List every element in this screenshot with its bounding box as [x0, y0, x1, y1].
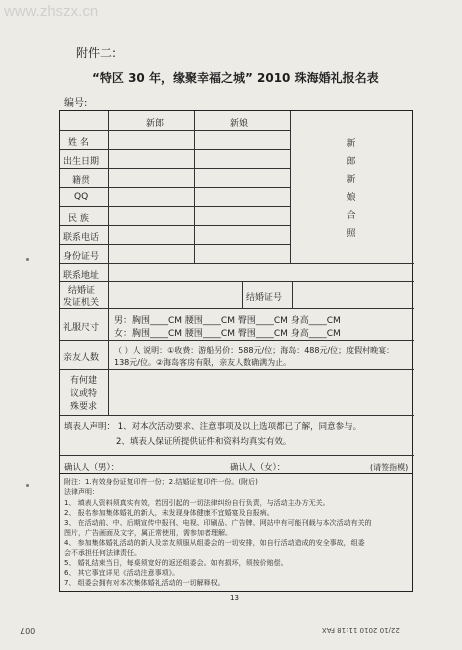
certificate-office-label: 发证机关	[63, 298, 100, 308]
note-item-7: 7、 组委会拥有对本次集体婚礼活动的一切解释权。	[64, 579, 225, 587]
bride-header: 新娘	[230, 119, 249, 129]
suggestions-label-2: 议或特	[70, 389, 98, 399]
suggestions-label-3: 殊要求	[70, 402, 98, 412]
notes-section	[59, 474, 413, 592]
note-item-5: 5、 婚礼结束当日，每桌须宽好的返还组委会。如有损坏，须按价赔偿。	[64, 559, 288, 567]
groom-confirm-label: 确认人（男）：	[64, 463, 120, 473]
note-item-1: 1、 填表人资料须真实有效，若因引起的一切法律纠纷自行负责，与活动主办方无关。	[64, 499, 330, 507]
fax-code: 007	[20, 626, 36, 635]
birth-date-label: 出生日期	[63, 157, 100, 167]
note-legal-heading: 法律声明：	[64, 488, 99, 496]
note-item-3-cont: 图片，广告画面及文字，属正常使用，需参加者理解。	[64, 529, 232, 537]
page-number: 13	[230, 594, 239, 602]
certificate-label: 结婚证	[68, 286, 96, 296]
sign-note: (请签指模)	[370, 463, 409, 472]
suggestions-label-1: 有何建	[70, 376, 98, 386]
name-label: 姓 名	[68, 138, 89, 148]
certificate-number-label: 结婚证号	[246, 293, 283, 303]
guest-info-line-1: （ ）人 说明：①收费：游船另价：588元/位；海岛：488元/位；度假村晚宴：	[114, 346, 395, 355]
declaration-line-1: 填表人声明： 1、对本次活动要求、注意事项及以上选项都已了解，同意参与。	[64, 422, 362, 432]
registration-form-table	[59, 110, 413, 474]
note-item-6: 6、 其它事宜详见《活动注意事项》。	[64, 569, 180, 577]
native-place-label: 籍贯	[72, 176, 91, 186]
attachment-label: 附件二:	[76, 46, 117, 60]
dress-size-label: 礼服尺寸	[63, 323, 100, 333]
watermark: www.zhszx.cn	[4, 3, 99, 20]
serial-label: 编号:	[64, 98, 88, 109]
ethnicity-label: 民 族	[68, 214, 89, 224]
groom-header: 新郎	[146, 119, 165, 129]
note-item-4: 4、 参加集体婚礼活动的新人及亲友须服从组委会的一切安排，如自行活动造成的安全事故，组委	[64, 539, 365, 547]
bride-confirm-label: 确认人（女）：	[230, 463, 286, 473]
scan-dot	[26, 484, 29, 487]
note-attachment: 附注：1.有效身份证复印件一份；2.结婚证复印件一份。(附后)	[64, 478, 258, 486]
note-item-3: 3、 在活动前、中、后期宣传中报刊、电视、印刷品、广告牌、网站中有可能刊载与本次活动有关的	[64, 519, 372, 527]
id-number-label: 身份证号	[63, 252, 100, 262]
scan-dot	[26, 258, 29, 261]
male-size-line[interactable]: 男：胸围____CM 腰围____CM 臀围____CM 身高____CM	[114, 316, 341, 326]
address-label: 联系地址	[63, 271, 100, 281]
couple-photo-area[interactable]: 新 郎 新 娘 合 照	[346, 139, 356, 239]
phone-label: 联系电话	[63, 233, 100, 243]
note-item-2: 2、 报名参加集体婚礼的新人，未发现身体健康不宜婚宴及自报病。	[64, 509, 274, 517]
form-title: “特区 30 年，缘聚幸福之城” 2010 珠海婚礼报名表	[92, 71, 379, 85]
guest-info-line-2: 138元/位。②海岛客房有限，亲友人数确满为止。	[114, 358, 292, 367]
guest-count-label: 亲友人数	[63, 353, 100, 363]
female-size-line[interactable]: 女：胸围____CM 腰围____CM 臀围____CM 身高____CM	[114, 329, 341, 339]
qq-label: QQ	[74, 192, 89, 202]
note-item-4-cont: 会不承担任何法律责任。	[64, 549, 141, 557]
declaration-line-2: 2、填表人保证所提供证件和资料均真实有效。	[116, 437, 292, 447]
fax-footer: 22/10 2010 11:18 FAX	[322, 626, 400, 634]
